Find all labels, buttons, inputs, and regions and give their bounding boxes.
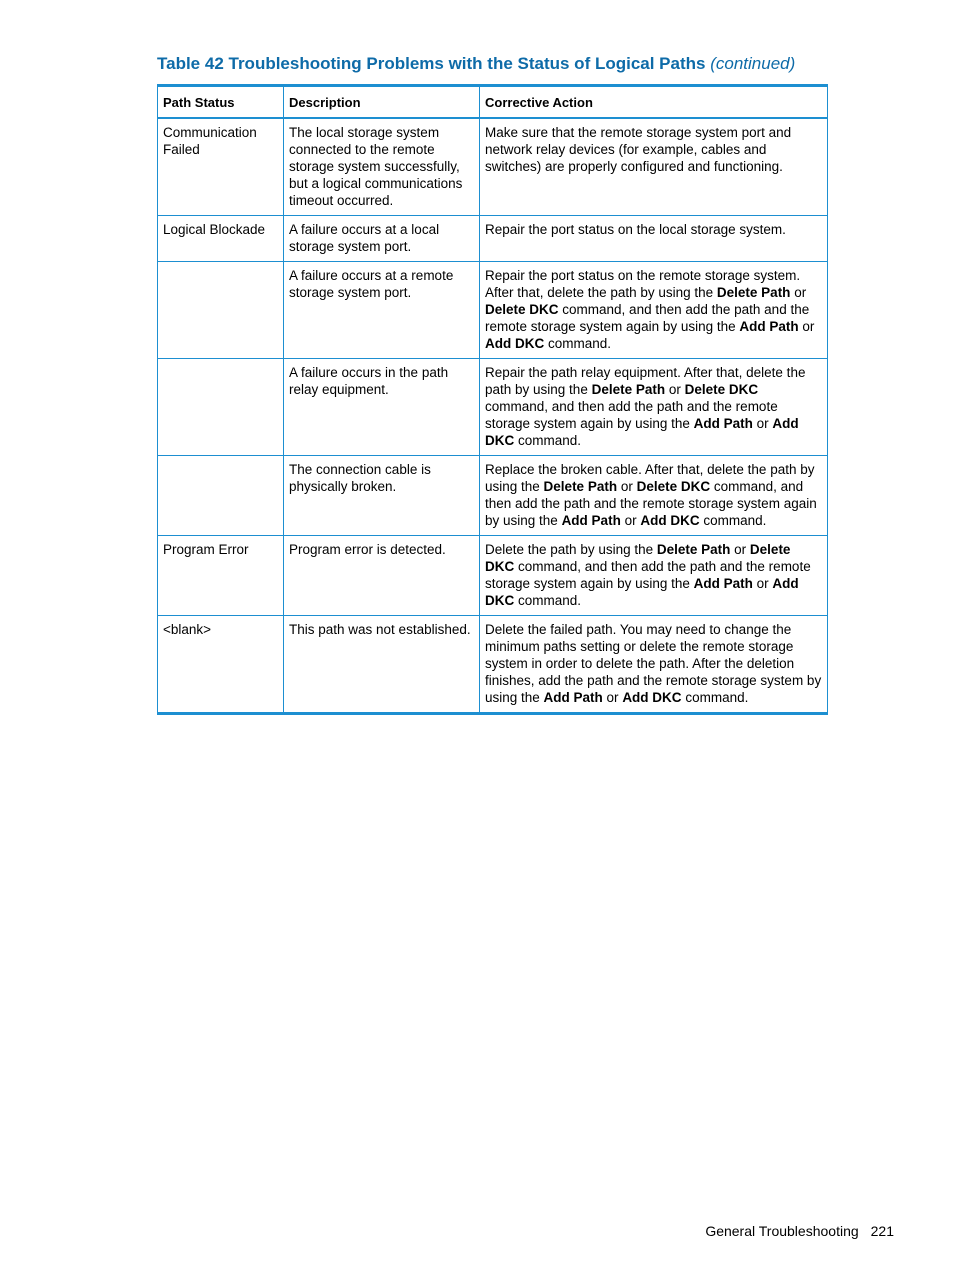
action-text: command, and then add the path and the remote storage system again by using the	[485, 399, 778, 431]
corrective-action-cell	[480, 359, 828, 456]
command-name: Add DKC	[640, 513, 700, 528]
table-row	[158, 359, 828, 456]
action-text: or	[798, 319, 815, 334]
header-description: Description	[284, 86, 480, 119]
action-text: or	[752, 576, 773, 591]
command-name: Delete DKC	[485, 542, 791, 574]
description-cell: This path was not established.	[284, 616, 480, 714]
action-text: command.	[514, 593, 582, 608]
path-status-cell: Program Error	[158, 536, 284, 616]
table-title: Table 42 Troubleshooting Problems with the Status of Logical Paths	[157, 54, 706, 73]
description-cell: The connection cable is physically broken.	[284, 456, 480, 536]
command-name: Add DKC	[622, 690, 682, 705]
action-text: or	[730, 542, 750, 557]
command-name: Add DKC	[485, 416, 799, 448]
path-status-cell: <blank>	[158, 616, 284, 714]
description-cell: Program error is detected.	[284, 536, 480, 616]
table-row	[158, 616, 828, 714]
corrective-action-cell	[480, 616, 828, 714]
table-row	[158, 118, 828, 216]
corrective-action-cell	[480, 118, 828, 216]
action-text: command.	[514, 433, 582, 448]
action-text: command.	[699, 513, 767, 528]
action-text: command, and then add the path and the remote storage system again by using the	[485, 479, 817, 528]
path-status-cell	[158, 456, 284, 536]
command-name: Delete Path	[656, 542, 731, 557]
action-text: or	[790, 285, 807, 300]
command-name: Delete Path	[591, 382, 666, 397]
action-text: or	[665, 382, 685, 397]
table-row	[158, 216, 828, 262]
header-row	[158, 86, 828, 119]
table-row	[158, 456, 828, 536]
header-path-status: Path Status	[158, 86, 284, 119]
table-caption	[157, 54, 837, 74]
path-status-cell	[158, 359, 284, 456]
action-text: Delete the path by using the	[485, 542, 657, 557]
corrective-action-cell	[480, 536, 828, 616]
action-text: Make sure that the remote storage system port and network relay devices (for example, cables and switches) are properly configured and functioning.	[485, 125, 792, 174]
path-status-cell: Logical Blockade	[158, 216, 284, 262]
action-text: Repair the path relay equipment. After that, delete the path by using the	[485, 365, 806, 397]
description-cell: A failure occurs at a local storage system port.	[284, 216, 480, 262]
action-text: or	[617, 479, 637, 494]
command-name: Delete DKC	[485, 302, 559, 317]
command-name: Delete Path	[543, 479, 618, 494]
header-corrective-action: Corrective Action	[480, 86, 828, 119]
command-name: Delete Path	[716, 285, 791, 300]
action-text: command, and then add the path and the remote storage system again by using the	[485, 302, 810, 334]
command-name: Add Path	[561, 513, 621, 528]
corrective-action-cell	[480, 262, 828, 359]
description-cell: A failure occurs at a remote storage system port.	[284, 262, 480, 359]
table-row	[158, 536, 828, 616]
command-name: Add Path	[543, 690, 603, 705]
description-cell: A failure occurs in the path relay equipment.	[284, 359, 480, 456]
action-text: or	[602, 690, 623, 705]
description-cell: The local storage system connected to the remote storage system successfully, but a logical communications timeout occurred.	[284, 118, 480, 216]
page-number: 221	[870, 1223, 894, 1239]
table-row	[158, 262, 828, 359]
footer-section-title: General Troubleshooting	[705, 1223, 859, 1239]
command-name: Add DKC	[485, 336, 545, 351]
action-text: command.	[681, 690, 749, 705]
corrective-action-cell	[480, 216, 828, 262]
action-text: Repair the port status on the local storage system.	[485, 222, 786, 237]
page-footer	[705, 1223, 894, 1239]
continued-label: (continued)	[710, 54, 796, 73]
command-name: Add Path	[693, 576, 753, 591]
action-text: command, and then add the path and the remote storage system again by using the	[485, 559, 811, 591]
troubleshooting-table	[157, 84, 828, 715]
path-status-cell	[158, 262, 284, 359]
action-text: command.	[544, 336, 612, 351]
path-status-cell: Communication Failed	[158, 118, 284, 216]
action-text: or	[620, 513, 641, 528]
corrective-action-cell	[480, 456, 828, 536]
command-name: Delete DKC	[636, 479, 711, 494]
command-name: Add DKC	[485, 576, 799, 608]
action-text: or	[752, 416, 773, 431]
action-text: Repair the port status on the remote storage system. After that, delete the path by using the	[485, 268, 801, 300]
action-text: Replace the broken cable. After that, delete the path by using the	[485, 462, 815, 494]
command-name: Add Path	[693, 416, 753, 431]
action-text: Delete the failed path. You may need to change the minimum paths setting or delete the remote storage system in order to delete the path. After the deletion finishes, add the path and the remote storage system by using the	[485, 622, 822, 705]
command-name: Delete DKC	[684, 382, 759, 397]
command-name: Add Path	[739, 319, 799, 334]
